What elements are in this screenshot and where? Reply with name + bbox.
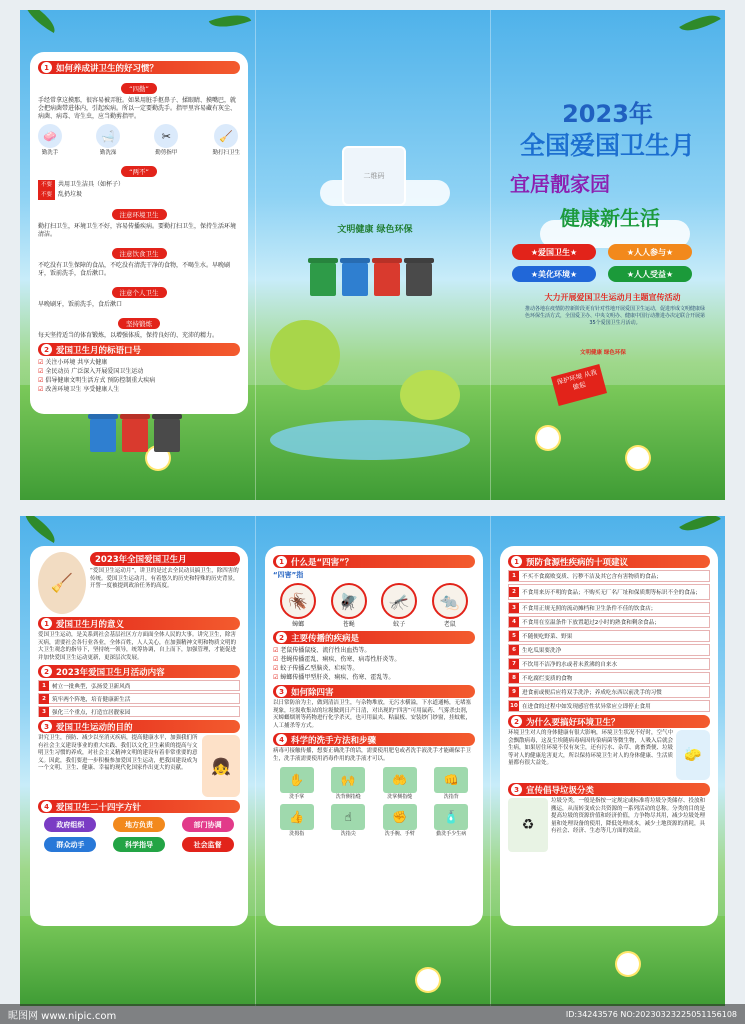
section-number: 3 xyxy=(276,686,287,697)
tip-text: 生吃瓜果要洗净 xyxy=(522,648,562,654)
daisy-flower xyxy=(630,450,646,466)
year-title: 2023年 xyxy=(562,100,653,128)
tip-text: 不食用在室温条件下放置超过2小时的熟食和剩余食品； xyxy=(522,620,660,626)
qr-code-placeholder: 二维码 xyxy=(342,146,406,206)
goal-badge: ★爱国卫生★ xyxy=(512,244,596,260)
section-number: 4 xyxy=(41,801,52,812)
paragraph: 环境卫生对人的身体健康有很大影响，环境卫生状况不好时，空气中会飘散病毒，这及尘埃随病毒病因传染病菌等微生物，人吸入后就会生病，如果居住环境不仅有灰尘，还有污水、杂草、禽畜粪便、垃圾等对人的健康危害更大，所以保持环境卫生对人的身体健康、生活质量都有很大益处。 xyxy=(508,730,674,766)
section-header xyxy=(273,733,475,746)
fold-line xyxy=(255,10,256,500)
tip-number: 1 xyxy=(509,571,519,581)
section-header xyxy=(273,685,475,698)
subheading: 坚持锻炼 xyxy=(118,318,160,329)
step-label: 洗掌侧指缝 xyxy=(387,794,413,800)
tip-number: 8 xyxy=(509,673,519,683)
daisy-flower xyxy=(420,972,436,988)
section-header xyxy=(38,800,240,813)
hand-icon: ☝ xyxy=(331,804,365,830)
watermark-id: ID:34243576 NO:20230323225051156108 xyxy=(565,1009,737,1019)
item-number: 2 xyxy=(39,694,49,704)
step-label: 洗指尖 xyxy=(340,831,356,837)
tip-number: 4 xyxy=(509,617,519,627)
leaf-decoration xyxy=(679,10,721,39)
section-title: 2023年爱国卫生月活动内容 xyxy=(56,667,165,678)
leaf-decoration xyxy=(20,10,61,33)
step-label: 洗拇指 xyxy=(289,831,305,837)
section-number: 1 xyxy=(41,618,52,629)
section-header xyxy=(38,617,240,630)
icon-label: 勤洗手 xyxy=(41,150,59,156)
dont-tag: 不要 xyxy=(38,180,55,190)
hand-icon: 🤲 xyxy=(383,767,417,793)
content-item: 强化三个重点，打造宜居靓家园 xyxy=(52,709,131,716)
cleaning-kid-illustration: 🧽 xyxy=(676,730,710,780)
section-number: 3 xyxy=(41,721,52,732)
tip-text: 不食用正规无照的流动摊档和卫生条件不佳的饮食店； xyxy=(522,606,657,612)
policy-badge: 群众动手 xyxy=(44,837,96,852)
campaign-banner: 大力开展爱国卫生运动月主题宣传活动 xyxy=(544,293,681,302)
section-title: 如何养成讲卫生的好习惯？ xyxy=(56,63,159,74)
tip-number: 7 xyxy=(509,659,519,669)
recycle-bins xyxy=(310,262,432,296)
goal-badges xyxy=(512,244,712,282)
watermark-bar xyxy=(0,1004,745,1024)
calligraphy-line-2: 健康新生活 xyxy=(560,206,660,230)
section-title: 为什么要搞好环境卫生？ xyxy=(526,717,620,728)
subheading-two-donts: “两不” xyxy=(121,166,157,177)
policy-badges xyxy=(38,817,240,852)
section-title: 爱国卫生二十四字方针 xyxy=(56,802,142,813)
icon-label: 勤洗澡 xyxy=(99,150,117,156)
slogan-item: 改善环境卫生 享受健康人生 xyxy=(45,386,120,393)
recycle-bins xyxy=(90,418,180,452)
gray-bin-icon xyxy=(406,262,432,296)
mosquito-icon: 🦟 xyxy=(381,583,417,619)
brochure-outside xyxy=(20,10,725,500)
section-title: 爱国卫生月的标语口号 xyxy=(56,345,142,356)
main-title: 全国爱国卫生月 xyxy=(519,131,695,160)
policy-badge: 社会监督 xyxy=(182,837,234,852)
goal-badge: ★美化环境★ xyxy=(512,266,596,282)
section-header xyxy=(38,665,240,678)
soap-bottle-icon: 🧴 xyxy=(434,804,468,830)
disease-item: 蚊子传播乙型脑炎、疟疾等。 xyxy=(280,665,359,672)
subheading: 注意饮食卫生 xyxy=(112,248,167,259)
paragraph: “爱国卫生运动月”，讲卫的是过去全民动员搞卫生，除四害的传统。爱国卫生运动月，有着悠久的历史和特殊的历史背景，开誓一度被提到政治任务的高度。 xyxy=(90,568,239,589)
section-title: 宣传倡导垃圾分类 xyxy=(526,785,595,796)
section-number: 2 xyxy=(41,666,52,677)
watermark-logo: 昵图网 www.nipic.com xyxy=(8,1010,117,1022)
policy-badge: 政府组织 xyxy=(44,817,96,832)
step-label: 洗指背 xyxy=(443,794,459,800)
goal-badge: ★人人参与★ xyxy=(608,244,692,260)
brochure-inside xyxy=(20,516,725,1006)
tree xyxy=(400,370,460,420)
section-header xyxy=(508,555,710,568)
section-title: 预防食源性疾病的十项建议 xyxy=(526,557,629,568)
river xyxy=(270,420,470,460)
step-label: 洗手腕、手臂 xyxy=(384,831,415,837)
green-bin-icon xyxy=(310,262,336,296)
disease-item: 老鼠传播鼠疫、流行性出血热等。 xyxy=(280,647,371,654)
tip-number: 6 xyxy=(509,645,519,655)
red-bin-icon xyxy=(122,418,148,452)
section-number: 1 xyxy=(276,556,287,567)
section-number: 1 xyxy=(41,62,52,73)
rat-icon: 🐀 xyxy=(432,583,468,619)
policy-badge: 部门协调 xyxy=(182,817,234,832)
tip-number: 9 xyxy=(509,687,519,697)
pest-label: 老鼠 xyxy=(443,621,456,628)
paragraph: 讲究卫生，预防、减少以至消灭疾病，提高健康水平，加强我们所有社会主义建设事业的重大实践、我们以文化卫生素质的提高与文明卫生习惯的养成，对社会主义精神文明的建设有着非常重要的意义。因此，我们要进一步积极参加爱国卫生运动，把我国建设成为一个文明、卫生、健康、幸福的现代化国家作出更大的贡献。 xyxy=(38,735,198,771)
paragraph: 垃圾分类，一般是指按一定规定或标准将垃圾分类储存、投放和搬运，从而转变成公共资源的一系列活动的总称。分类的目的是提高垃圾的资源价值和经济价值，力争物尽其用，减少垃圾处理量和处理设备的使用，降低处理成本，减少土地资源的消耗，具有社会、经济、生态等几方面的效益。 xyxy=(551,798,706,834)
fold-line xyxy=(490,516,491,1006)
slogan-list: ☑ 关注小环境 共享大健康 ☑ 全民动员 广泛深入开展爱国卫生运动 ☑ 倡导健康文明生活方式 预防控制重大疾病 ☑ 改善环境卫生 享受健康人生 xyxy=(38,359,156,393)
section-title: 爱国卫生运动的目的 xyxy=(56,722,133,733)
subheading-four-diligences: “四勤” xyxy=(121,83,157,94)
daisy-flower xyxy=(620,956,636,972)
section-title: 如何除四害 xyxy=(291,687,334,698)
fold-line xyxy=(490,10,491,500)
section-title: 科学的洗手方法和步骤 xyxy=(291,735,377,746)
content-item: 树立一批典型，弘扬爱卫新风尚 xyxy=(52,683,131,690)
subheading: 注意环境卫生 xyxy=(112,209,167,220)
protect-environment-stamp: 保护环境 从我做起 xyxy=(551,364,607,406)
patriotic-hygiene-card xyxy=(30,546,248,926)
calligraphy-line-1: 宜居靓家园 xyxy=(510,172,610,196)
hand-icon: 🙌 xyxy=(331,767,365,793)
daisy-flower xyxy=(540,430,556,446)
blue-bin-icon xyxy=(90,418,116,452)
section-title: 主要传播的疾病是 xyxy=(291,633,360,644)
habit-icons xyxy=(38,124,240,156)
hand-icon: ✋ xyxy=(280,767,314,793)
section-number: 4 xyxy=(276,734,287,745)
cockroach-icon: 🪳 xyxy=(280,583,316,619)
subheading: “四害”指 xyxy=(273,571,304,579)
disease-item: 苍蝇传播霍乱、痢疾、伤寒、病毒性肝炎等。 xyxy=(280,656,401,663)
section-header xyxy=(273,555,475,568)
section-header xyxy=(38,720,240,733)
nail-clip-icon: ✂ xyxy=(154,124,178,148)
gray-bin-icon xyxy=(154,418,180,452)
section-header xyxy=(273,631,475,644)
four-pests-card xyxy=(265,546,483,926)
paragraph: 勤打扫卫生，环境卫生不好，容易传播疾病。要勤打扫卫生，保持生活环境清洁。 xyxy=(38,223,237,238)
policy-badge: 地方负责 xyxy=(113,817,165,832)
section-header xyxy=(508,783,710,796)
section-number: 2 xyxy=(511,716,522,727)
paragraph: 病毒可接触传播，想要正确洗手的话，需要使用肥皂或者洗手液洗手才能确保手卫生，洗手液需要使用消毒作用的洗手液才可以。 xyxy=(273,748,472,762)
waste-sorting-illustration: ♻ xyxy=(508,798,548,852)
tip-text: 在进食的过程中如发现感官性状异常应立即停止食用 xyxy=(522,704,651,710)
hand-icon: ✊ xyxy=(383,804,417,830)
small-tagline: 文明健康 绿色环保 xyxy=(580,350,626,356)
tip-text: 不随便吃野菜、野果 xyxy=(522,634,573,640)
hygiene-habits-card xyxy=(30,52,248,414)
pest-label: 蟑螂 xyxy=(292,621,305,628)
section-number: 3 xyxy=(511,784,522,795)
tip-text: 进食前或便后应将双手洗净；养成吃东西以前洗手的习惯 xyxy=(522,690,662,696)
tip-number: 5 xyxy=(509,631,519,641)
tip-text: 不买不食腐败变质、污秽不洁及其它含有害物质的食品； xyxy=(522,574,662,580)
icon-label: 勤打扫卫生 xyxy=(212,150,240,156)
paragraph: 以日常防治为主，做到清洁卫生，与杂物堆放，无污水横溢，下水道通畅，无堵塞现象，垃圾收集站的垃圾做到日产日清，对出现的“四害”可用鼠药、气雾杀虫剂，灭蟑螂烟剂等药物进行化学杀灭，也可用鼠夹、粘鼠板、安装纱门纱窗，挂蚊帐，人工捕杀等方式。 xyxy=(273,700,472,729)
intro-paragraph: 推动各地在疫情防控新阶段更有针对性地开展爱国卫生运动，促进形成文明健康绿色环保生活方式，全国爱卫办、中央文明办、健康中国行动推进办决定联合开展第35个爱国卫生月活动。 xyxy=(525,306,706,326)
food-safety-card xyxy=(500,546,718,926)
section-number: 2 xyxy=(41,344,52,355)
subheading: 注意个人卫生 xyxy=(112,287,167,298)
disease-list: ☑ 老鼠传播鼠疫、流行性出血热等。 ☑ 苍蝇传播霍乱、痢疾、伤寒、病毒性肝炎等。 ☑ 蚊子传播乙型脑炎、疟疾等。 ☑ 蟑螂传播甲型肝炎、痢疾、伤寒、霍乱等。 xyxy=(273,647,401,681)
step-label: 勤洗手少生病 xyxy=(436,831,467,837)
paragraph: 不吃没有卫生保障的食品，不吃没有清洗干净的食物，不喝生水。早晚刷牙，饭前洗手，食后漱口。 xyxy=(38,262,231,277)
section-header xyxy=(38,61,240,74)
tip-text: 不饮用不洁净的水或者未煮沸的自来水 xyxy=(522,662,618,668)
section-number: 1 xyxy=(511,556,522,567)
fold-line xyxy=(255,516,256,1006)
pest-icons xyxy=(273,583,475,628)
step-label: 洗手掌 xyxy=(289,794,305,800)
cleaning-people-illustration: 🧹 xyxy=(38,552,86,614)
hero-title: 2023年全国爱国卫生月 xyxy=(90,552,240,566)
fly-icon: 🪰 xyxy=(331,583,367,619)
rule-text: 乱扔垃圾 xyxy=(58,191,83,198)
rule-text: 共用卫生洁具（如杯子） xyxy=(58,181,125,188)
children-illustration: 👧 xyxy=(202,735,240,797)
slogan-item: 关注小环境 共享大健康 xyxy=(45,359,108,366)
handwashing-steps xyxy=(273,767,475,837)
leaf-decoration xyxy=(20,516,61,543)
hand-icon: 👊 xyxy=(434,767,468,793)
slogan-item: 全民动员 广泛深入开展爱国卫生运动 xyxy=(45,368,144,375)
item-number: 3 xyxy=(39,707,49,717)
bath-icon: 🛁 xyxy=(96,124,120,148)
leaf-decoration xyxy=(679,516,721,539)
tree xyxy=(270,320,340,390)
dont-tag: 不要 xyxy=(38,190,55,200)
item-number: 1 xyxy=(39,681,49,691)
tip-number: 2 xyxy=(509,587,519,597)
paragraph: 爱国卫生运动，是关系到社会基层社区方方面面全体人民的大事。讲究卫生，除害灭病，需要社会各行业各业，全体百姓，人人关心，在加强精神文明和物质文明的大卫生观念的指导下，坚持统一领导，统筹协调，自上而下，加强管理，才能促进并加快爱国卫生运动更新，更深层次发展。 xyxy=(38,632,237,661)
paragraph: 每天坚持适当的体育锻炼，以增强体质，保持良好的、充沛的精力。 xyxy=(38,332,219,339)
section-title: 爱国卫生月的意义 xyxy=(56,619,125,630)
pest-label: 蚊子 xyxy=(393,621,406,628)
step-label: 洗背侧指缝 xyxy=(335,794,361,800)
red-bin-icon xyxy=(374,262,400,296)
blue-bin-icon xyxy=(342,262,368,296)
daisy-flower xyxy=(150,450,166,466)
section-header xyxy=(508,715,710,728)
policy-badge: 科学指导 xyxy=(113,837,165,852)
pest-label: 苍蝇 xyxy=(342,621,355,628)
slogan-item: 倡导健康文明生活方式 预防控制重大疾病 xyxy=(45,377,156,384)
tip-number: 3 xyxy=(509,603,519,613)
paragraph: 手经常拿这摸那，很容易被弄脏。如果用脏手抠鼻子、揉眼睛、摸嘴巴，就会把病菌带进体内，引起疾病。所以一定要勤洗手。指甲里容易藏有灰尘、病菌、病毒、寄生虫，应当勤剪指甲。 xyxy=(38,97,237,120)
green-tagline: 文明健康 绿色环保 xyxy=(337,225,413,235)
section-header xyxy=(38,343,240,356)
section-title: 什么是“四害”？ xyxy=(291,557,354,568)
icon-label: 勤剪指甲 xyxy=(155,150,178,156)
leaf-decoration xyxy=(209,10,251,34)
grass-ground xyxy=(20,916,725,1006)
goal-badge: ★人人受益★ xyxy=(608,266,692,282)
tip-number: 10 xyxy=(510,703,518,709)
content-item: 筑牢两个阵地，培育健康新生活 xyxy=(52,696,131,703)
tip-text: 不食用来历不明的食品；不购买无厂名厂址和保质期等标识不全的食品； xyxy=(522,590,702,596)
paragraph: 早晚刷牙，饭前洗手，食后漱口 xyxy=(38,301,123,308)
disease-item: 蟑螂传播甲型肝炎、痢疾、伤寒、霍乱等。 xyxy=(280,674,395,681)
hand-icon: 👍 xyxy=(280,804,314,830)
tip-text: 不吃腐烂变质的食物 xyxy=(522,676,573,682)
handwash-icon: 🧼 xyxy=(38,124,62,148)
broom-icon: 🧹 xyxy=(214,124,238,148)
section-number: 2 xyxy=(276,632,287,643)
